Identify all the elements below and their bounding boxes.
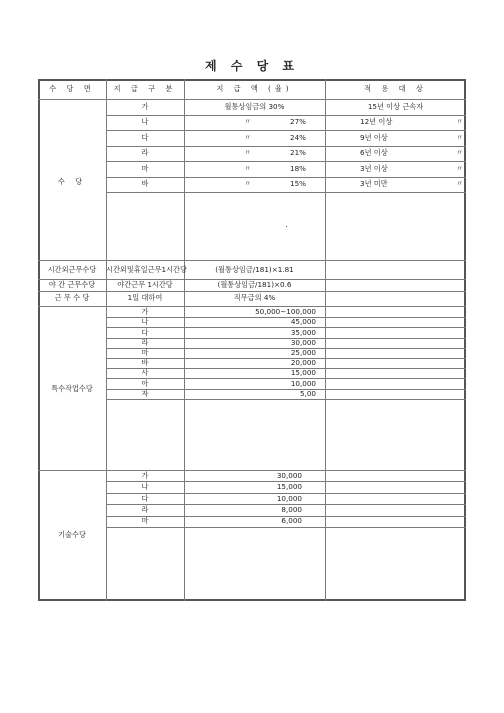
tech-grade: 다: [141, 493, 149, 503]
sudang-target: 12년 이상: [360, 117, 393, 127]
special-grade: 다: [141, 327, 149, 337]
overtime-basis: 시간외및휴일근무1시간당: [106, 265, 187, 274]
row-rule: [106, 399, 466, 400]
night-basis: 야간근무 1시간당: [117, 280, 173, 289]
special-grade: 가: [141, 307, 149, 317]
sudang-target-mark: 〃: [456, 132, 464, 142]
tech-grade: 나: [141, 482, 149, 492]
sudang-target: 9년 이상: [360, 132, 388, 142]
sudang-target-mark: 〃: [456, 179, 464, 189]
sudang-target: 15년 이상 근속자: [367, 101, 424, 111]
sudang-mark: 〃: [244, 117, 252, 127]
sudang-target-mark: 〃: [456, 163, 464, 173]
special-value: 20,000: [290, 358, 316, 368]
sudang-target: 3년 미만: [360, 179, 388, 189]
row-rule: [106, 161, 466, 162]
special-value: 30,000: [290, 337, 316, 347]
special-grade: 사: [141, 368, 149, 378]
special-value: 5,00: [299, 388, 316, 398]
tech-grade: 라: [141, 504, 149, 514]
row-rule: [106, 115, 466, 116]
row-rule: [106, 177, 466, 178]
special-grade: 자: [141, 388, 149, 398]
row-rule: [106, 130, 466, 131]
night-value: (월통상임금/181)×0.6: [217, 280, 292, 289]
row-rule: [106, 527, 466, 528]
header-col1: 수 당 면: [49, 84, 95, 93]
sudang-mark: 〃: [244, 179, 252, 189]
sudang-grade: 다: [141, 132, 149, 142]
tech-value: 15,000: [276, 482, 302, 492]
page-title: 제 수 당 표: [205, 59, 299, 73]
sudang-value: 21%: [290, 148, 306, 158]
tech-value: 8,000: [281, 504, 302, 514]
special-value: 15,000: [290, 368, 316, 378]
header-col2: 지 급 구 분: [113, 84, 177, 93]
sudang-value: 24%: [290, 132, 306, 142]
sudang-mark: 〃: [244, 148, 252, 158]
overtime-label: 시간외근무수당: [47, 265, 97, 274]
sudang-target: 3년 이상: [360, 163, 388, 173]
duty-value: 직무급의 4%: [233, 293, 276, 302]
stray-mark: [286, 226, 287, 227]
duty-label: 근 무 수 당: [54, 293, 90, 302]
tech-grade: 마: [141, 516, 149, 526]
special-value: 10,000: [290, 378, 316, 388]
column-rule: [184, 79, 185, 601]
sudang-target: 6년 이상: [360, 148, 388, 158]
special-value: 45,000: [290, 317, 316, 327]
night-label: 야 간 근무수당: [48, 280, 96, 289]
special-value: 35,000: [290, 327, 316, 337]
row-rule: [106, 192, 466, 193]
row-rule: [38, 260, 466, 261]
tech-grade: 가: [141, 470, 149, 480]
row-rule: [38, 291, 466, 292]
special-grade: 마: [141, 347, 149, 357]
header-col4: 적 용 대 상: [364, 84, 427, 93]
column-rule: [325, 79, 326, 601]
sudang-grade: 가: [141, 101, 149, 111]
tech-value: 30,000: [276, 470, 302, 480]
sudang-mark: 〃: [244, 163, 252, 173]
sudang-value: 27%: [290, 117, 306, 127]
header-col3: 지 급 액 (율): [216, 84, 293, 93]
sudang-grade: 나: [141, 117, 149, 127]
tech-value: 6,000: [281, 516, 302, 526]
sudang-value: 18%: [290, 163, 306, 173]
sudang-grade: 마: [141, 163, 149, 173]
sudang-target-mark: 〃: [456, 148, 464, 158]
special-grade: 아: [141, 378, 149, 388]
sudang-value: 15%: [290, 179, 306, 189]
special-grade: 나: [141, 317, 149, 327]
tech-label: 기술수당: [58, 530, 86, 539]
tech-value: 10,000: [276, 493, 302, 503]
sudang-grade: 라: [141, 148, 149, 158]
sudang-target-mark: 〃: [456, 117, 464, 127]
sudang-grade: 바: [141, 179, 149, 189]
overtime-value: (월통상임금/181)×1.81: [215, 265, 294, 274]
sudang-value: 월통상임금의 30%: [224, 101, 285, 111]
special-value: 50,000∼100,000: [255, 307, 316, 317]
special-label: 특수작업수당: [51, 384, 93, 393]
duty-basis: 1일 대하여: [127, 293, 163, 302]
sudang-mark: 〃: [244, 132, 252, 142]
row-rule: [38, 99, 466, 100]
row-rule: [106, 146, 466, 147]
special-grade: 바: [141, 358, 149, 368]
special-value: 25,000: [290, 347, 316, 357]
special-grade: 라: [141, 337, 149, 347]
sudang-label: 수 당: [57, 177, 87, 186]
